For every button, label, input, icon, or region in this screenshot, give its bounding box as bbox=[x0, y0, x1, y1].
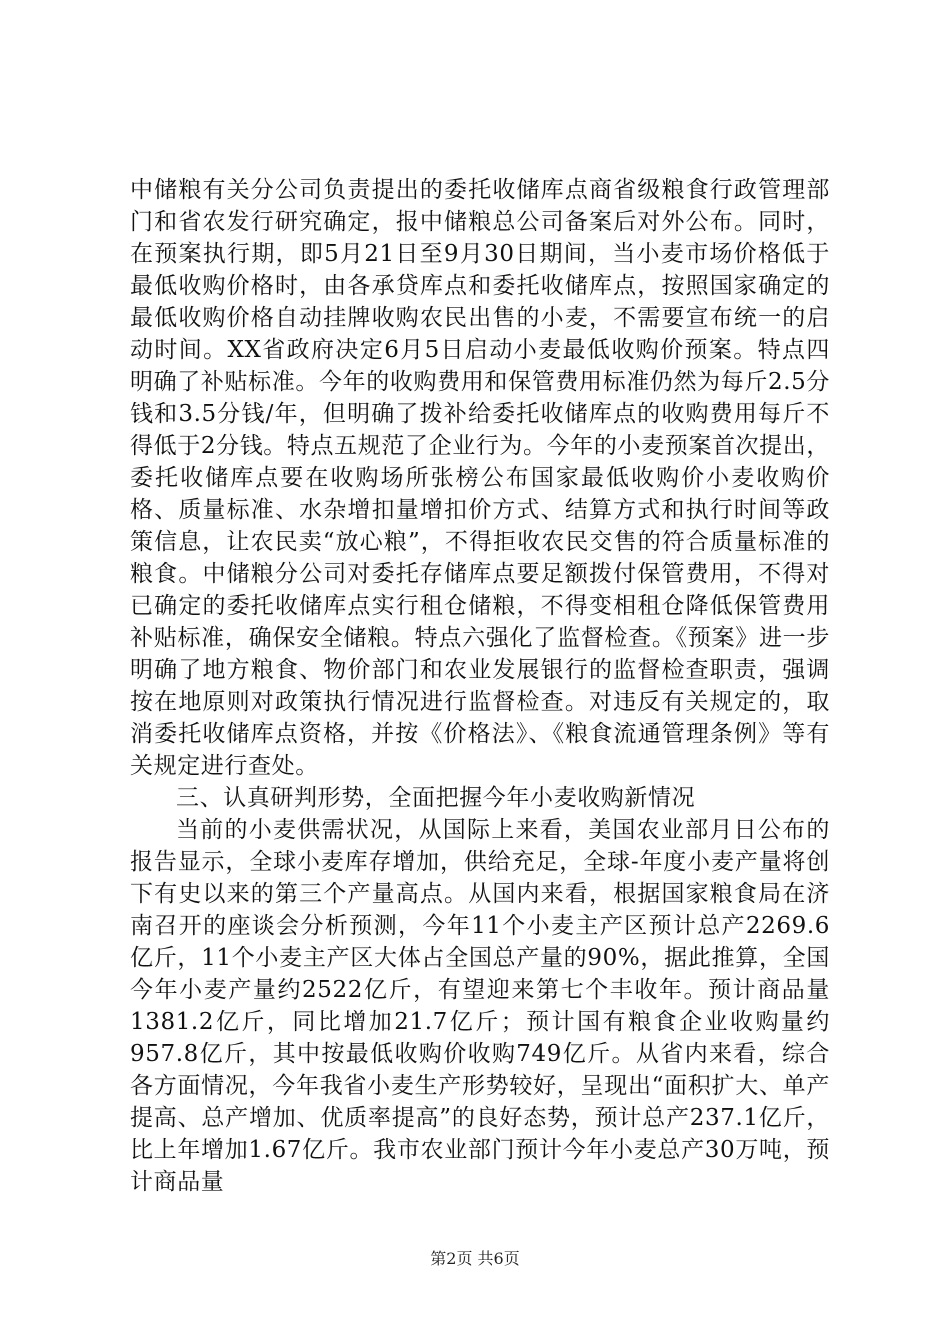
body-paragraph: 中储粮有关分公司负责提出的委托收储库点商省级粮食行政管理部门和省农发行研究确定，报中储粮总公司备案后对外公布。同时，在预案执行期，即5月21日至9月30日期间，当小麦市场价格低于最低收购价格时，由各承贷库点和委托收储库点，按照国家确定的最低收购价格自动挂牌收购农民出售的小麦，不需要宣布统一的启动时间。XX省政府决定6月5日启动小麦最低收购价预案。特点四明确了补贴标准。今年的收购费用和保管费用标准仍然为每斤2.5分钱和3.5分钱/年，但明确了拨补给委托收储库点的收购费用每斤不得低于2分钱。特点五规范了企业行为。今年的小麦预案首次提出，委托收储库点要在收购场所张榜公布国家最低收购价小麦收购价格、质量标准、水杂增扣量增扣价方式、结算方式和执行时间等政策信息，让农民卖“放心粮”，不得拒收农民交售的符合质量标准的粮食。中储粮分公司对委托存储库点要足额拨付保管费用，不得对已确定的委托收储库点实行租仓储粮，不得变相租仓降低保管费用补贴标准，确保安全储粮。特点六强化了监督检查。《预案》进一步明确了地方粮食、物价部门和农业发展银行的监督检查职责，强调按在地原则对政策执行情况进行监督检查。对违反有关规定的，取消委托收储库点资格，并按《价格法》、《粮食流通管理条例》等有关规定进行查处。 bbox=[130, 177, 830, 779]
section-paragraph: 当前的小麦供需状况，从国际上来看，美国农业部月日公布的报告显示，全球小麦库存增加，供给充足，全球-年度小麦产量将创下有史以来的第三个产量高点。从国内来看，根据国家粮食局在济南召开的座谈会分析预测，今年11个小麦主产区预计总产2269.6亿斤，11个小麦主产区大体占全国总产量的90%，据此推算，全国今年小麦产量约2522亿斤，有望迎来第七个丰收年。预计商品量1381.2亿斤，同比增加21.7亿斤；预计国有粮食企业收购量约957.8亿斤，其中按最低收购价收购749亿斤。从省内来看，综合各方面情况，今年我省小麦生产形势较好，呈现出“面积扩大、单产提高、总产增加、优质率提高”的良好态势，预计总产237.1亿斤，比上年增加1.67亿斤。我市农业部门预计今年小麦总产30万吨，预计商品量 bbox=[130, 817, 830, 1195]
page-number-footer: 第2页 共6页 bbox=[430, 1249, 520, 1268]
section-heading: 三、认真研判形势，全面把握今年小麦收购新情况 bbox=[176, 785, 696, 811]
document-body bbox=[130, 174, 830, 1198]
